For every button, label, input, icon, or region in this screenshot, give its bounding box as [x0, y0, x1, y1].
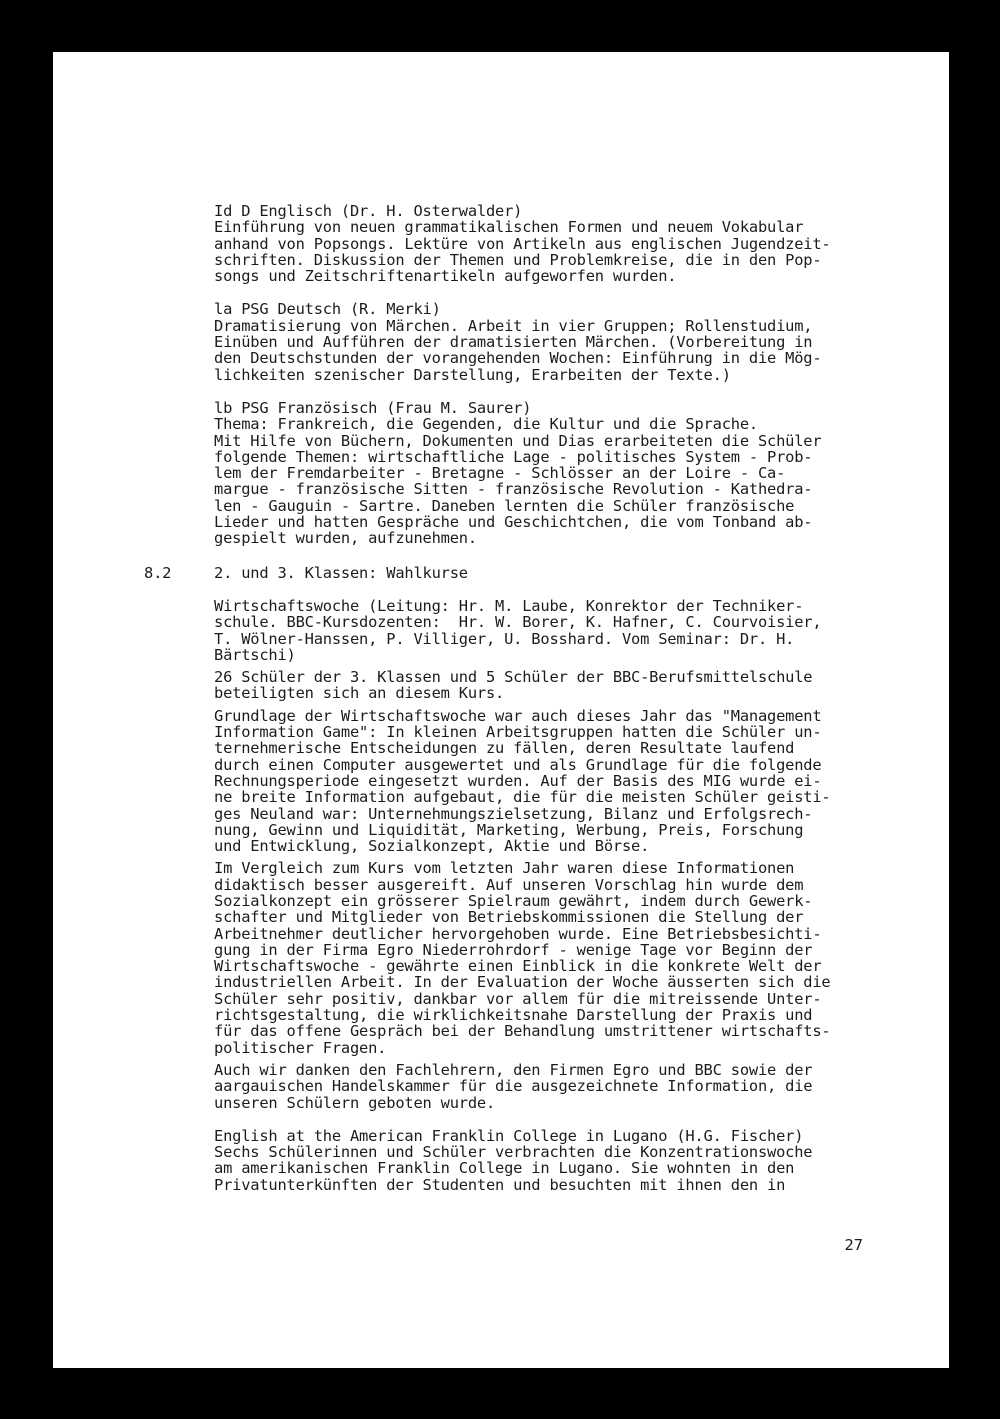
text-line: T. Wölner-Hanssen, P. Villiger, U. Bosshard. Vom Seminar: Dr. H. — [214, 629, 795, 648]
text-line: gespielt wurden, aufzunehmen. — [214, 529, 477, 548]
text-line: Auch wir danken den Fachlehrern, den Firmen Egro und BBC sowie der — [214, 1060, 813, 1079]
text-line: ges Neuland war: Unternehmungszielsetzung, Bilanz und Erfolgsrech- — [214, 804, 813, 823]
text-line: Arbeitnehmer deutlicher hervorgehoben wurde. Eine Betriebsbesichti- — [214, 924, 822, 943]
section-number: 8.2 — [144, 563, 172, 582]
text-line: Lieder und hatten Gespräche und Geschichtchen, die vom Tonband ab- — [214, 513, 813, 532]
text-line: Sozialkonzept ein grösserer Spielraum gewährt, indem durch Gewerk- — [214, 891, 813, 910]
paragraph-grundlage — [214, 708, 884, 855]
text-line: Bärtschi) — [214, 645, 296, 664]
text-line: 26 Schüler der 3. Klassen und 5 Schüler der BBC-Berufsmittelschule — [214, 668, 813, 687]
paragraph-english-lugano — [214, 1128, 884, 1193]
text-line: lem der Fremdarbeiter - Bretagne - Schlösser an der Loire - Ca- — [214, 464, 786, 483]
text-line: didaktisch besser ausgereift. Auf unseren Vorschlag hin wurde dem — [214, 875, 804, 894]
text-line: Mit Hilfe von Büchern, Dokumenten und Dias erarbeiteten die Schüler — [214, 431, 822, 450]
text-line: Grundlage der Wirtschaftswoche war auch dieses Jahr das "Management — [214, 706, 822, 725]
text-line: Einüben und Aufführen der dramatisierten Märchen. (Vorbereitung in — [214, 333, 813, 352]
text-line: lichkeiten szenischer Darstellung, Erarbeiten der Texte.) — [214, 365, 731, 384]
text-line: Dramatisierung von Märchen. Arbeit in vier Gruppen; Rollenstudium, — [214, 316, 813, 335]
paragraph-vergleich — [214, 860, 884, 1056]
text-line: Sechs Schülerinnen und Schüler verbrachten die Konzentrationswoche — [214, 1143, 813, 1162]
page-number: 27 — [844, 1236, 863, 1254]
text-line: Id D Englisch (Dr. H. Osterwalder) — [214, 202, 523, 220]
paragraph-teilnehmer — [214, 669, 884, 702]
text-line: politischer Fragen. — [214, 1038, 387, 1057]
section-title: 2. und 3. Klassen: Wahlkurse — [214, 563, 468, 582]
text-line: ne breite Information aufgebaut, die für die meisten Schüler geisti- — [214, 788, 831, 807]
text-line: Wirtschaftswoche - gewährte einen Einblick in die konkrete Welt der — [214, 957, 822, 976]
text-line: durch einen Computer ausgewertet und als Grundlage für die folgende — [214, 755, 822, 774]
text-line: margue - französische Sitten - französische Revolution - Kathedra- — [214, 480, 813, 499]
text-line: den Deutschstunden der vorangehenden Wochen: Einführung in die Mög- — [214, 349, 822, 368]
text-line: Information Game": In kleinen Arbeitsgruppen hatten die Schüler un- — [214, 723, 822, 742]
page-content — [144, 202, 884, 1210]
text-line: Wirtschaftswoche (Leitung: Hr. M. Laube, Konrektor der Techniker- — [214, 596, 804, 615]
section-paragraphs — [214, 598, 884, 1193]
text-line: Einführung von neuen grammatikalischen Formen und neuem Vokabular — [214, 218, 804, 237]
text-line: Schüler sehr positiv, dankbar vor allem für die mitreissende Unter- — [214, 989, 822, 1008]
text-line: gung in der Firma Egro Niederrohrdorf - wenige Tage vor Beginn der — [214, 940, 813, 959]
paragraph-wirtschaftswoche-leitung — [214, 598, 884, 663]
text-line: schafter und Mitglieder von Betriebskommissionen die Stellung der — [214, 908, 804, 927]
paragraph-franzoesisch — [214, 400, 884, 547]
paragraph-englisch — [214, 203, 884, 284]
text-line: schriften. Diskussion der Themen und Problemkreise, die in den Pop- — [214, 250, 822, 269]
text-line: industriellen Arbeit. In der Evaluation der Woche äusserten sich die — [214, 973, 831, 992]
text-line: songs und Zeitschriftenartikeln aufgeworfen wurden. — [214, 267, 677, 286]
paragraph-deutsch — [214, 301, 884, 382]
text-line: aargauischen Handelskammer für die ausgezeichnete Information, die — [214, 1077, 813, 1096]
text-line: Thema: Frankreich, die Gegenden, die Kultur und die Sprache. — [214, 415, 758, 434]
text-line: len - Gauguin - Sartre. Daneben lernten die Schüler französische — [214, 496, 795, 515]
text-line: la PSG Deutsch (R. Merki) — [214, 300, 441, 319]
text-line: richtsgestaltung, die wirklichkeitsnahe Darstellung der Praxis und — [214, 1006, 813, 1025]
text-line: Privatunterkünften der Studenten und besuchten mit ihnen den in — [214, 1175, 786, 1194]
section-heading — [144, 563, 884, 582]
text-line: ternehmerische Entscheidungen zu fällen, deren Resultate laufend — [214, 739, 795, 758]
text-line: lb PSG Französisch (Frau M. Saurer) — [214, 398, 532, 417]
text-line: Rechnungsperiode eingesetzt wurden. Auf der Basis des MIG wurde ei- — [214, 771, 822, 790]
text-line: folgende Themen: wirtschaftliche Lage - politisches System - Prob- — [214, 447, 813, 466]
text-line: und Entwicklung, Sozialkonzept, Aktie und Börse. — [214, 837, 650, 856]
text-line: Im Vergleich zum Kurs vom letzten Jahr waren diese Informationen — [214, 859, 795, 878]
text-line: anhand von Popsongs. Lektüre von Artikeln aus englischen Jugendzeit- — [214, 234, 831, 253]
text-line: beteiligten sich an diesem Kurs. — [214, 684, 505, 703]
text-line: am amerikanischen Franklin College in Lugano. Sie wohnten in den — [214, 1159, 795, 1178]
document-page — [53, 52, 949, 1368]
top-paragraphs — [214, 203, 884, 547]
text-line: schule. BBC-Kursdozenten: Hr. W. Borer, K. Hafner, C. Courvoisier, — [214, 613, 822, 632]
text-line: für das offene Gespräch bei der Behandlung umstrittener wirtschafts- — [214, 1022, 831, 1041]
text-line: unseren Schülern geboten wurde. — [214, 1093, 496, 1112]
text-line: English at the American Franklin College in Lugano (H.G. Fischer) — [214, 1126, 804, 1145]
paragraph-dank — [214, 1062, 884, 1111]
text-line: nung, Gewinn und Liquidität, Marketing, Werbung, Preis, Forschung — [214, 820, 804, 839]
